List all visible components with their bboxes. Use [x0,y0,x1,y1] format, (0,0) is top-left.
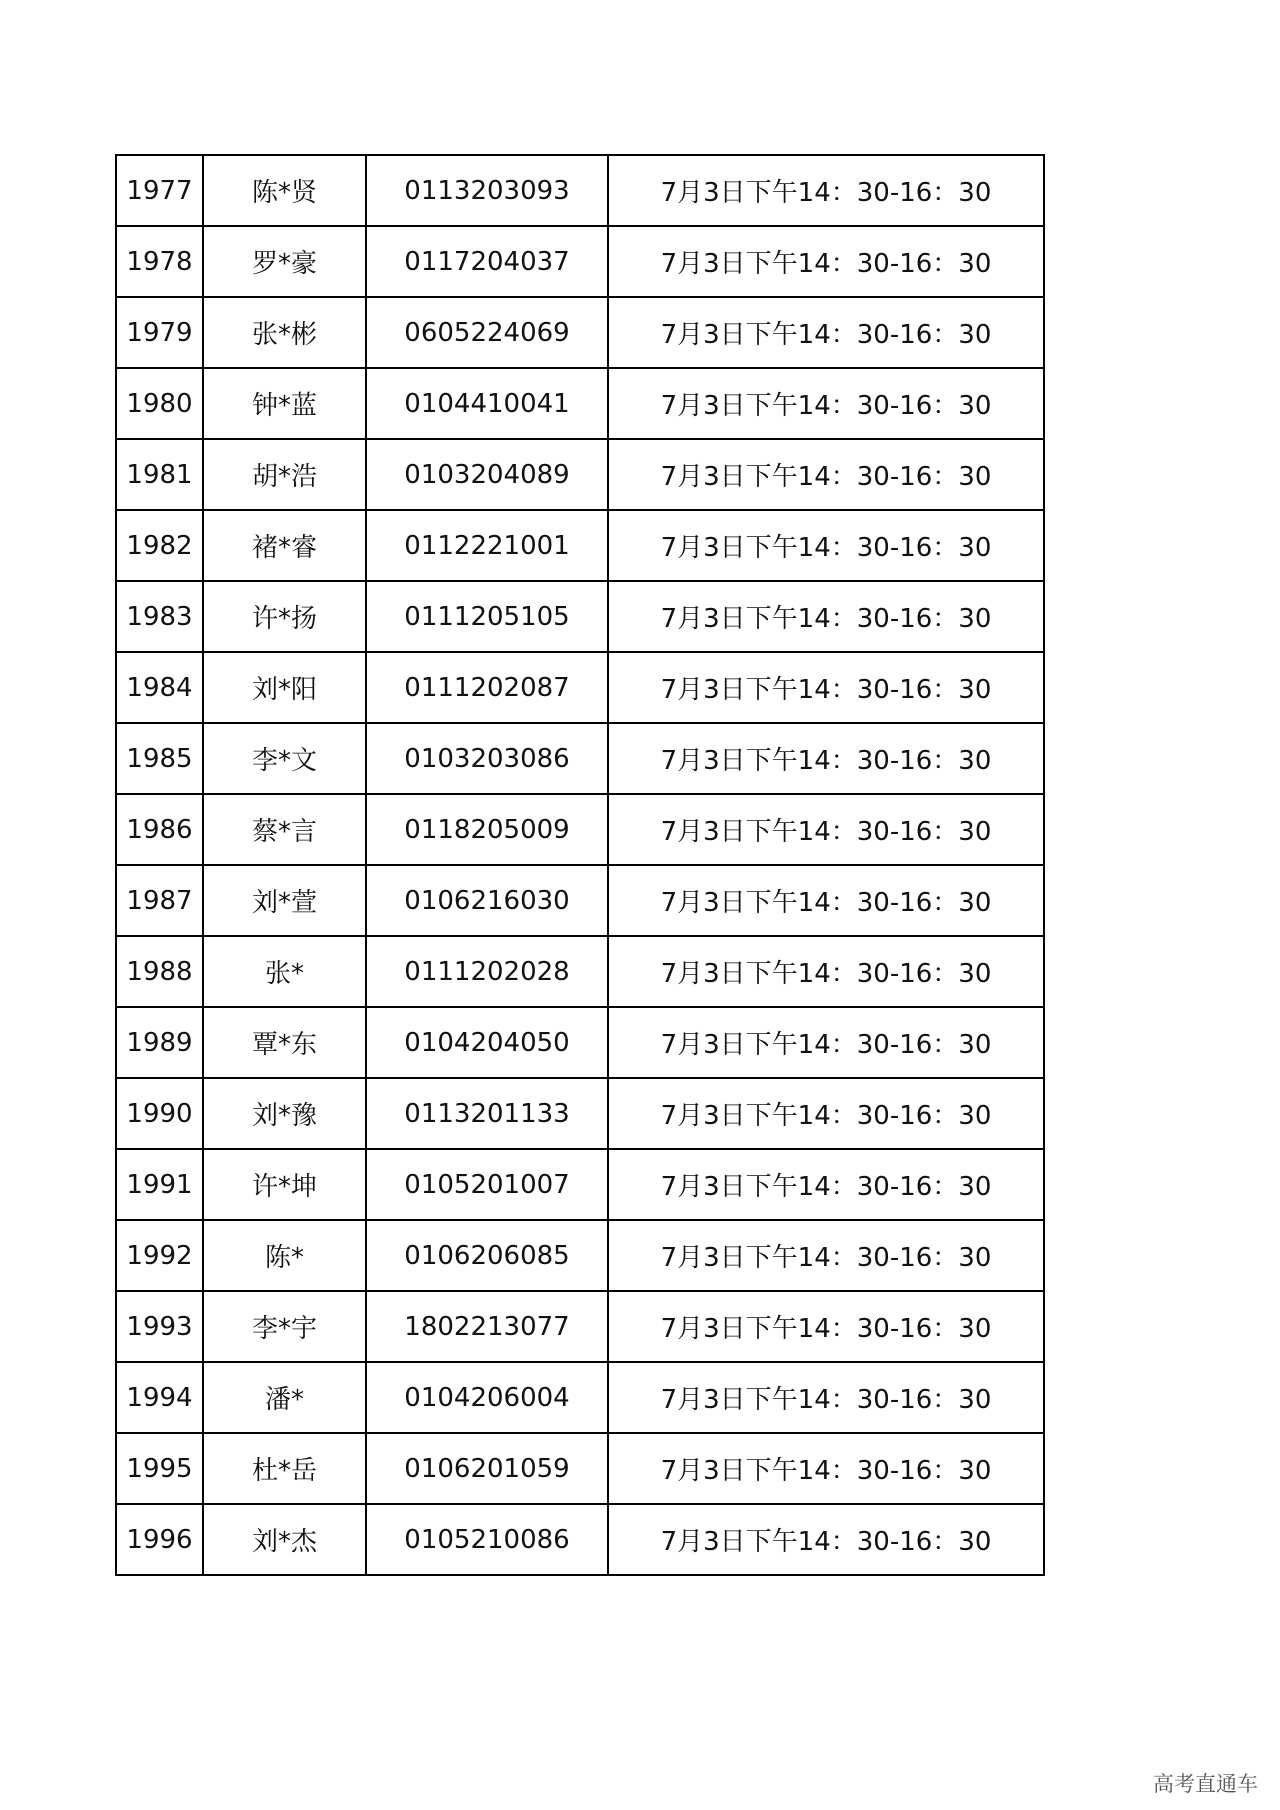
cell-number: 1987 [116,865,203,936]
cell-time: 7月3日下午14：30-16：30 [608,1078,1044,1149]
cell-number: 1994 [116,1362,203,1433]
cell-time: 7月3日下午14：30-16：30 [608,1362,1044,1433]
table-row [116,155,1044,226]
cell-id: 0106216030 [366,865,608,936]
table-row [116,1220,1044,1291]
cell-number: 1990 [116,1078,203,1149]
table-row [116,652,1044,723]
cell-id: 0105201007 [366,1149,608,1220]
cell-time: 7月3日下午14：30-16：30 [608,439,1044,510]
cell-name: 张*彬 [203,297,366,368]
cell-time: 7月3日下午14：30-16：30 [608,1007,1044,1078]
cell-id: 0103203086 [366,723,608,794]
cell-number: 1993 [116,1291,203,1362]
table-row [116,297,1044,368]
cell-name: 潘* [203,1362,366,1433]
cell-name: 刘*阳 [203,652,366,723]
cell-id: 0104410041 [366,368,608,439]
cell-name: 许*扬 [203,581,366,652]
cell-number: 1978 [116,226,203,297]
cell-time: 7月3日下午14：30-16：30 [608,794,1044,865]
cell-id: 0113203093 [366,155,608,226]
cell-id: 0117204037 [366,226,608,297]
cell-id: 0106201059 [366,1433,608,1504]
cell-name: 刘*杰 [203,1504,366,1575]
cell-number: 1989 [116,1007,203,1078]
cell-id: 0104204050 [366,1007,608,1078]
cell-name: 刘*萱 [203,865,366,936]
table-row [116,1291,1044,1362]
cell-id: 1802213077 [366,1291,608,1362]
cell-id: 0112221001 [366,510,608,581]
cell-time: 7月3日下午14：30-16：30 [608,368,1044,439]
cell-number: 1982 [116,510,203,581]
cell-id: 0111205105 [366,581,608,652]
cell-number: 1991 [116,1149,203,1220]
cell-id: 0605224069 [366,297,608,368]
cell-id: 0105210086 [366,1504,608,1575]
cell-name: 覃*东 [203,1007,366,1078]
cell-name: 李*宇 [203,1291,366,1362]
cell-number: 1981 [116,439,203,510]
table-row [116,936,1044,1007]
cell-id: 0103204089 [366,439,608,510]
cell-number: 1986 [116,794,203,865]
schedule-table [115,154,1045,1576]
cell-name: 李*文 [203,723,366,794]
cell-number: 1977 [116,155,203,226]
cell-time: 7月3日下午14：30-16：30 [608,510,1044,581]
cell-id: 0104206004 [366,1362,608,1433]
cell-name: 罗*豪 [203,226,366,297]
cell-time: 7月3日下午14：30-16：30 [608,297,1044,368]
cell-id: 0118205009 [366,794,608,865]
table-row [116,1362,1044,1433]
cell-time: 7月3日下午14：30-16：30 [608,226,1044,297]
cell-number: 1996 [116,1504,203,1575]
cell-name: 陈* [203,1220,366,1291]
table-row [116,439,1044,510]
cell-number: 1992 [116,1220,203,1291]
cell-time: 7月3日下午14：30-16：30 [608,581,1044,652]
cell-time: 7月3日下午14：30-16：30 [608,723,1044,794]
cell-name: 蔡*言 [203,794,366,865]
cell-id: 0111202087 [366,652,608,723]
cell-id: 0113201133 [366,1078,608,1149]
cell-name: 许*坤 [203,1149,366,1220]
cell-number: 1988 [116,936,203,1007]
table-row [116,368,1044,439]
watermark-text: 高考直通车 [1153,1772,1258,1796]
cell-name: 杜*岳 [203,1433,366,1504]
schedule-table-body [116,155,1044,1575]
cell-number: 1985 [116,723,203,794]
cell-time: 7月3日下午14：30-16：30 [608,155,1044,226]
cell-number: 1984 [116,652,203,723]
cell-time: 7月3日下午14：30-16：30 [608,1504,1044,1575]
cell-number: 1983 [116,581,203,652]
cell-name: 钟*蓝 [203,368,366,439]
table-row [116,865,1044,936]
table-row [116,226,1044,297]
cell-time: 7月3日下午14：30-16：30 [608,1291,1044,1362]
cell-number: 1980 [116,368,203,439]
table-row [116,1007,1044,1078]
table-row [116,794,1044,865]
cell-name: 胡*浩 [203,439,366,510]
cell-id: 0111202028 [366,936,608,1007]
cell-number: 1995 [116,1433,203,1504]
cell-time: 7月3日下午14：30-16：30 [608,1220,1044,1291]
cell-number: 1979 [116,297,203,368]
cell-name: 陈*贤 [203,155,366,226]
cell-time: 7月3日下午14：30-16：30 [608,865,1044,936]
cell-time: 7月3日下午14：30-16：30 [608,936,1044,1007]
table-row [116,1504,1044,1575]
table-row [116,1078,1044,1149]
table-row [116,1149,1044,1220]
table-row [116,581,1044,652]
table-row [116,510,1044,581]
cell-time: 7月3日下午14：30-16：30 [608,1149,1044,1220]
cell-time: 7月3日下午14：30-16：30 [608,1433,1044,1504]
cell-name: 张* [203,936,366,1007]
cell-name: 刘*豫 [203,1078,366,1149]
table-row [116,723,1044,794]
cell-time: 7月3日下午14：30-16：30 [608,652,1044,723]
cell-name: 褚*睿 [203,510,366,581]
cell-id: 0106206085 [366,1220,608,1291]
table-row [116,1433,1044,1504]
